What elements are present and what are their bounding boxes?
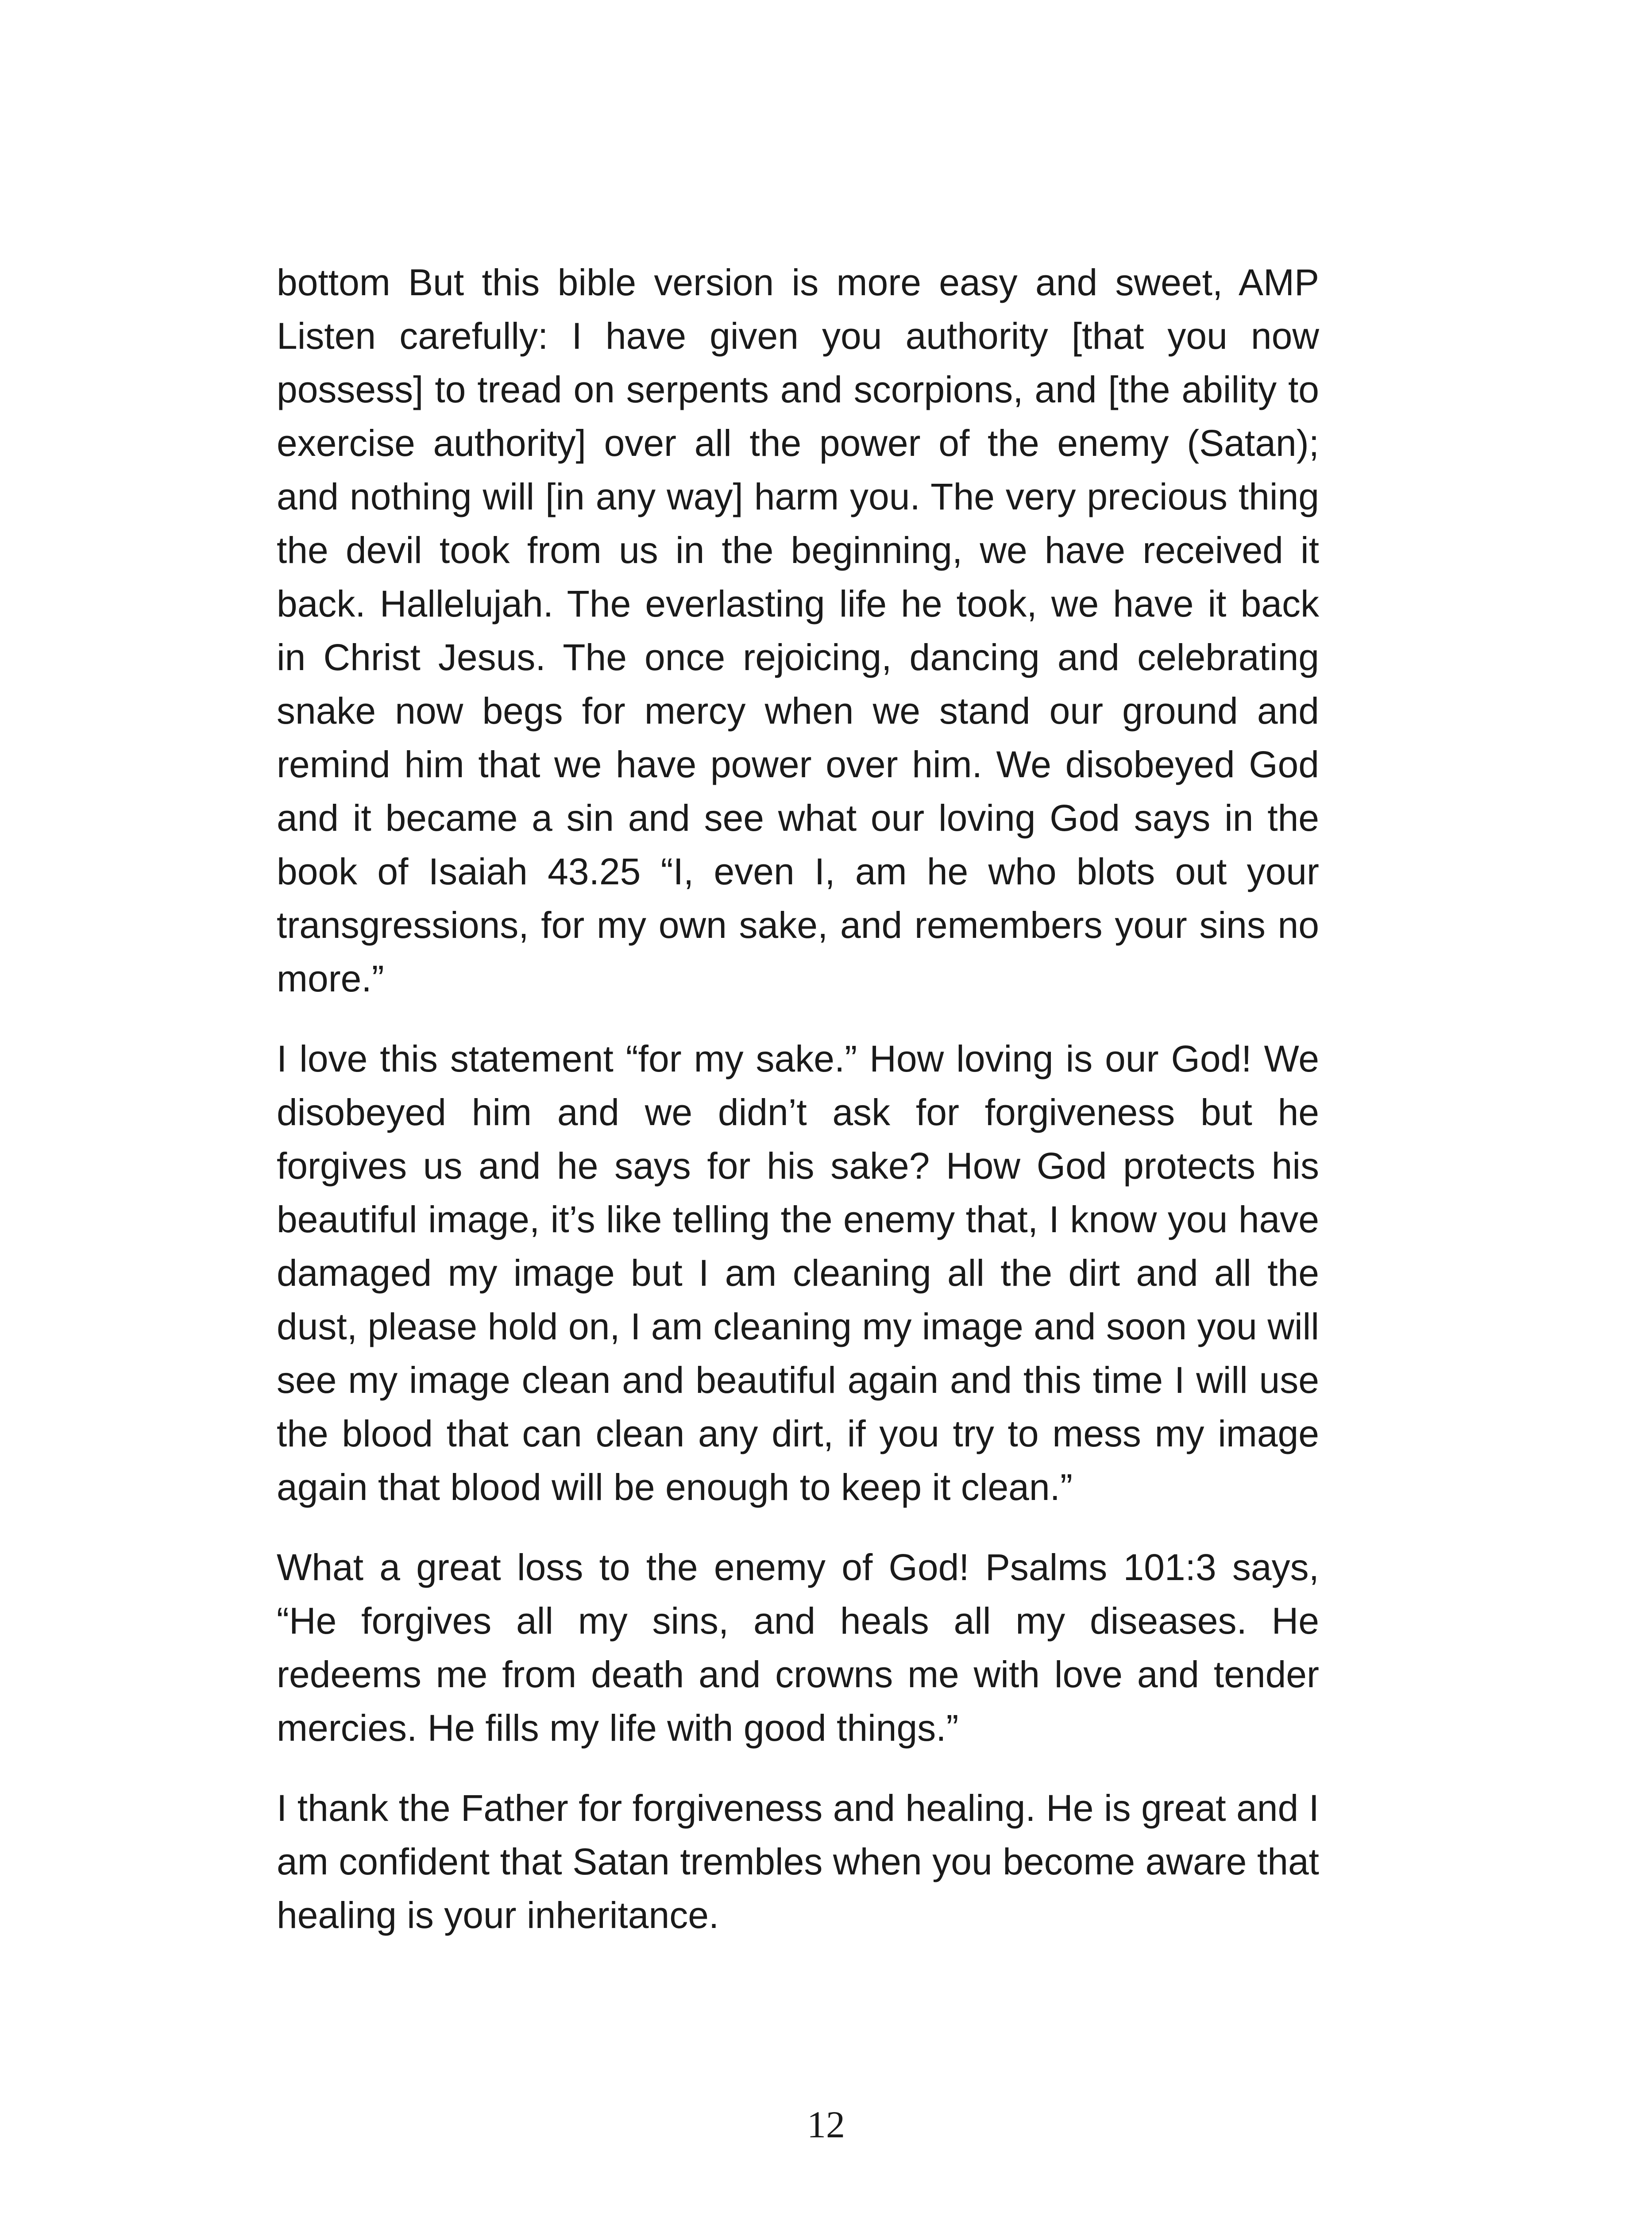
page-number: 12 xyxy=(807,2103,845,2146)
paragraph-4: I thank the Father for forgiveness and healing. He is great and I am confident that Satan trembles when you become aware that healing is your inheritance. xyxy=(277,1787,1319,1936)
paragraph-2: I love this statement “for my sake.” How loving is our God! We disobeyed him and we didn’t ask for forgiveness but he forgives us and he says for his sake? How God protects his beautiful image, it’s like telling the enemy that, I know you have damaged my image but I am cleaning all the dirt and all the dust, please hold on, I am cleaning my image and soon you will see my image clean and beautiful again and this time I will use the blood that can clean any dirt, if you try to mess my image again that blood will be enough to keep it clean.” xyxy=(277,1038,1319,1508)
paragraph-3: What a great loss to the enemy of God! Psalms 101:3 says, “He forgives all my sins, and heals all my diseases. He redeems me from death and crowns me with love and tender mercies. He fills my life with good things.” xyxy=(277,1546,1319,1749)
body-text xyxy=(277,256,1319,1969)
paragraph-1: bottom But this bible version is more easy and sweet, AMP Listen carefully: I have given you authority [that you now possess] to tread on serpents and scorpions, and [the ability to exercise authority] over all the power of the enemy (Satan); and nothing will [in any way] harm you. The very precious thing the devil took from us in the beginning, we have received it back. Hallelujah. The everlasting life he took, we have it back in Christ Jesus. The once rejoicing, dancing and celebrating snake now begs for mercy when we stand our ground and remind him that we have power over him. We disobeyed God and it became a sin and see what our loving God says in the book of Isaiah 43.25 “I, even I, am he who blots out your transgressions, for my own sake, and remembers your sins no more.” xyxy=(277,262,1319,999)
